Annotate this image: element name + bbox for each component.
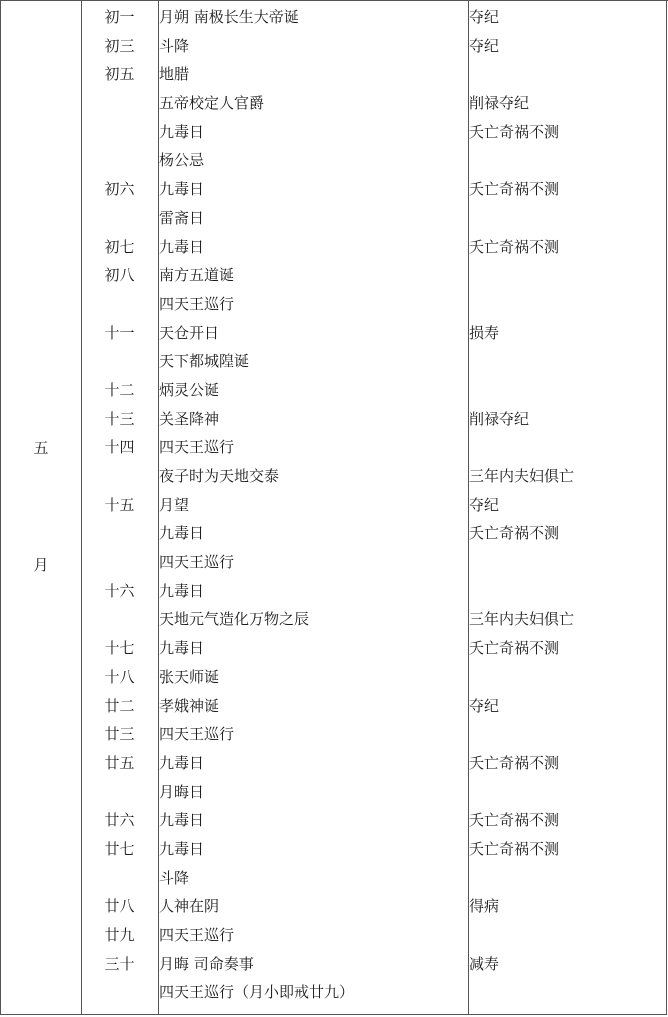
- table-row: [82, 864, 666, 893]
- day-cell: 初七: [104, 237, 135, 256]
- table-body: [82, 3, 666, 1007]
- day-cell: [82, 978, 157, 1007]
- event-cell: 四天王巡行: [159, 926, 235, 944]
- effect-cell: 夭亡奇祸不测: [469, 753, 560, 772]
- day-cell: 三十: [104, 954, 135, 973]
- table-row: [82, 892, 666, 921]
- effect-cell: 夭亡奇祸不测: [469, 811, 560, 830]
- event-cell: 四天王巡行: [159, 725, 235, 744]
- table-row: [82, 347, 666, 376]
- day-cell: 初八: [104, 266, 135, 285]
- table-row: [82, 376, 666, 405]
- day-cell: 廿三: [104, 725, 135, 744]
- event-cell: 九毒日: [159, 122, 205, 141]
- effect-cell: [469, 663, 666, 692]
- table-row: [82, 548, 666, 577]
- table-row: [82, 433, 666, 462]
- event-cell: 四天王巡行: [159, 438, 235, 457]
- event-cell: 九毒日: [159, 180, 205, 199]
- effect-cell: [469, 290, 666, 319]
- day-cell: 初五: [104, 65, 135, 84]
- table-row: [82, 204, 666, 233]
- event-cell: 九毒日: [159, 524, 205, 543]
- day-cell: 廿九: [104, 926, 135, 944]
- table-row: [82, 290, 666, 319]
- table-row: [82, 835, 666, 864]
- event-cell: 九毒日: [159, 581, 205, 600]
- table-row: [82, 491, 666, 520]
- day-cell: [82, 519, 157, 548]
- day-cell: 初六: [104, 180, 135, 199]
- event-cell: 斗降: [159, 868, 190, 887]
- day-cell: [82, 290, 157, 319]
- day-cell: [82, 864, 157, 893]
- day-cell: [82, 605, 157, 634]
- table-row: [82, 577, 666, 606]
- day-cell: 廿六: [104, 811, 135, 830]
- month-cell: [0, 0, 82, 1015]
- effect-cell: [469, 146, 666, 175]
- event-cell: 九毒日: [159, 839, 205, 858]
- effect-cell: 夭亡奇祸不测: [469, 122, 560, 141]
- day-cell: 初一: [104, 8, 135, 26]
- event-cell: 九毒日: [159, 639, 205, 658]
- effect-cell: [469, 261, 666, 290]
- event-cell: 九毒日: [159, 811, 205, 830]
- event-cell: 月望: [159, 495, 190, 514]
- table-row: [82, 692, 666, 721]
- table-row: [82, 663, 666, 692]
- effect-cell: 夺纪: [469, 8, 500, 26]
- table-row: [82, 921, 666, 950]
- effect-cell: 三年内夫妇俱亡: [469, 610, 575, 629]
- event-cell: 关圣降神: [159, 409, 220, 428]
- day-cell: [82, 548, 157, 577]
- effect-cell: [469, 921, 666, 950]
- table-row: [82, 233, 666, 262]
- effect-cell: [469, 548, 666, 577]
- table-row: [82, 261, 666, 290]
- table-row: [82, 634, 666, 663]
- day-cell: 十二: [104, 380, 135, 399]
- table-row: [82, 118, 666, 147]
- effect-cell: 夺纪: [469, 495, 500, 514]
- table-row: [82, 319, 666, 348]
- day-cell: 十四: [104, 438, 135, 457]
- event-cell: 月晦日: [159, 782, 205, 801]
- effect-cell: 得病: [469, 897, 500, 916]
- effect-cell: [469, 978, 666, 1007]
- event-cell: 天地元气造化万物之辰: [159, 610, 310, 629]
- month-char-2: 月: [33, 556, 49, 574]
- effect-cell: [469, 577, 666, 606]
- effect-cell: 削禄夺纪: [469, 94, 530, 113]
- effect-cell: 夭亡奇祸不测: [469, 237, 560, 256]
- effect-cell: 夭亡奇祸不测: [469, 524, 560, 543]
- table-row: [82, 462, 666, 491]
- day-cell: 廿五: [104, 753, 135, 772]
- table-row: [82, 605, 666, 634]
- event-cell: 孝娥神诞: [159, 696, 220, 715]
- event-cell: 人神在阴: [159, 897, 220, 916]
- event-cell: 张天师诞: [159, 667, 220, 686]
- event-cell: 九毒日: [159, 237, 205, 256]
- table-row: [82, 749, 666, 778]
- table-row: [82, 778, 666, 807]
- event-cell: 斗降: [159, 36, 190, 55]
- event-cell: 夜子时为天地交泰: [159, 467, 280, 485]
- table-top-border: [0, 0, 668, 1]
- effect-cell: [469, 864, 666, 893]
- day-cell: 廿八: [104, 897, 135, 916]
- table-row: [82, 950, 666, 979]
- effect-cell: 夺纪: [469, 36, 500, 55]
- table-row: [82, 720, 666, 749]
- day-cell: 十八: [104, 667, 135, 686]
- table-row: [82, 519, 666, 548]
- day-cell: 廿二: [104, 696, 135, 715]
- day-cell: 十六: [104, 581, 135, 600]
- event-cell: 雷斋日: [159, 208, 205, 227]
- event-cell: 炳灵公诞: [159, 380, 220, 399]
- day-cell: [82, 118, 157, 147]
- effect-cell: [469, 433, 666, 462]
- day-cell: 初三: [104, 36, 135, 55]
- effect-cell: 削禄夺纪: [469, 409, 530, 428]
- effect-cell: [469, 60, 666, 89]
- table-row: [82, 405, 666, 434]
- effect-cell: [469, 720, 666, 749]
- day-cell: 廿七: [104, 839, 135, 858]
- table-row: [82, 60, 666, 89]
- table-row: [82, 146, 666, 175]
- event-cell: 四天王巡行（月小即戒廿九）: [159, 983, 355, 1002]
- effect-cell: 夭亡奇祸不测: [469, 839, 560, 858]
- day-cell: 十一: [104, 323, 135, 342]
- day-cell: 十七: [104, 639, 135, 658]
- table-row: [82, 978, 666, 1007]
- day-cell: [82, 89, 157, 118]
- event-cell: 月朔 南极长生大帝诞: [159, 8, 299, 26]
- event-cell: 杨公忌: [159, 151, 205, 170]
- effect-cell: 损寿: [469, 323, 500, 342]
- day-cell: [82, 146, 157, 175]
- day-cell: [82, 204, 157, 233]
- effect-cell: [469, 778, 666, 807]
- table-row: [82, 806, 666, 835]
- day-cell: [82, 462, 157, 491]
- month-char-1: 五: [33, 439, 49, 457]
- event-cell: 南方五道诞: [159, 266, 235, 285]
- day-cell: [82, 778, 157, 807]
- effect-cell: 减寿: [469, 954, 500, 973]
- event-cell: 天仓开日: [159, 323, 220, 342]
- event-cell: 四天王巡行: [159, 553, 235, 572]
- event-cell: 天下都城隍诞: [159, 352, 250, 371]
- effect-cell: [469, 376, 666, 405]
- event-cell: 地腊: [159, 65, 190, 84]
- day-cell: 十三: [104, 409, 135, 428]
- event-cell: 九毒日: [159, 753, 205, 772]
- table-row: [82, 89, 666, 118]
- event-cell: 五帝校定人官爵: [159, 94, 265, 113]
- effect-cell: 夭亡奇祸不测: [469, 180, 560, 199]
- day-cell: 十五: [104, 495, 135, 514]
- effect-cell: 三年内夫妇俱亡: [469, 467, 575, 485]
- effect-cell: [469, 204, 666, 233]
- table-row: [82, 175, 666, 204]
- day-cell: [82, 347, 157, 376]
- effect-cell: 夭亡奇祸不测: [469, 639, 560, 658]
- event-cell: 月晦 司命奏事: [159, 954, 254, 973]
- effect-cell: [469, 347, 666, 376]
- effect-cell: 夺纪: [469, 696, 500, 715]
- event-cell: 四天王巡行: [159, 294, 235, 313]
- table-row: [82, 3, 666, 32]
- table-row: [82, 32, 666, 61]
